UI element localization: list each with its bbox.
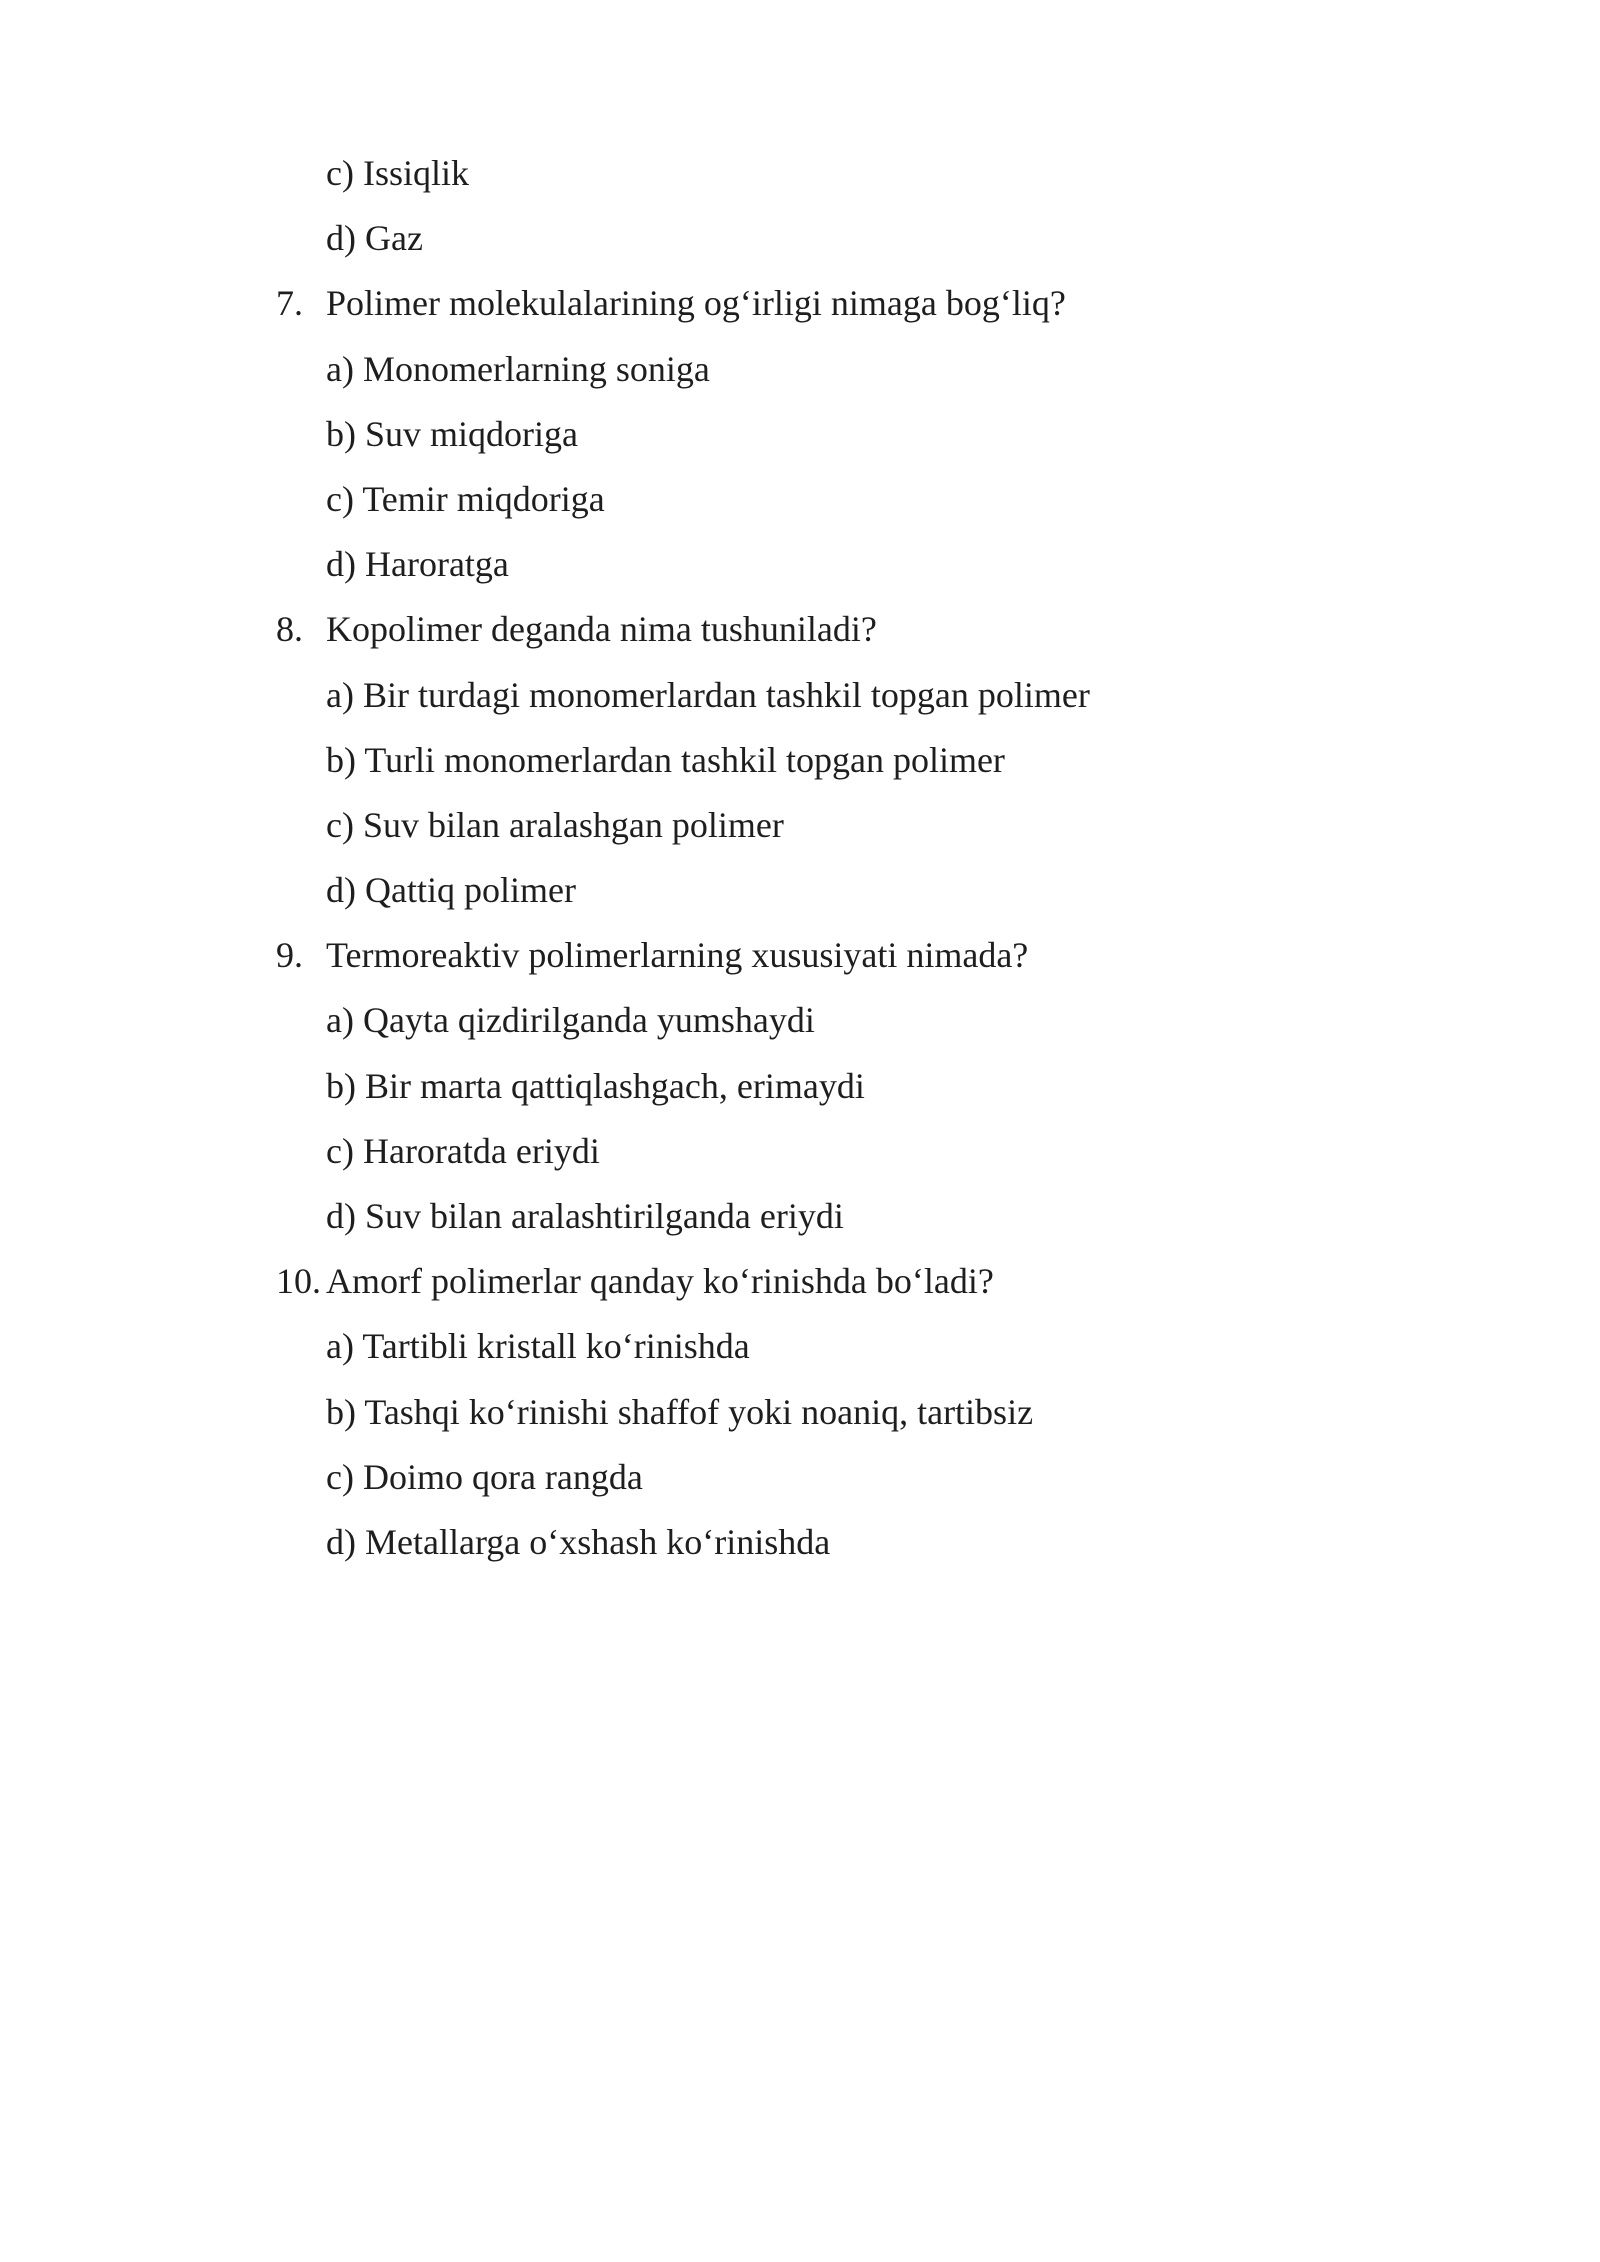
question-9 xyxy=(0,932,1600,997)
answer-option xyxy=(0,1454,1600,1519)
option-text: b) Bir marta qattiqlashgach, erimaydi xyxy=(326,1065,865,1106)
answer-option xyxy=(0,1193,1600,1258)
answer-option xyxy=(0,1389,1600,1454)
answer-option xyxy=(0,541,1600,606)
question-text: Kopolimer deganda nima tushuniladi? xyxy=(326,609,877,650)
option-text: a) Bir turdagi monomerlardan tashkil topgan polimer xyxy=(326,674,1090,715)
answer-option xyxy=(0,150,1600,215)
answer-option xyxy=(0,411,1600,476)
answer-option xyxy=(0,215,1600,280)
option-text: c) Issiqlik xyxy=(326,153,469,193)
answer-option xyxy=(0,1519,1600,1584)
answer-option xyxy=(0,346,1600,411)
question-text: Amorf polimerlar qanday ko‘rinishda bo‘ladi? xyxy=(326,1261,994,1302)
quiz-content xyxy=(0,150,1600,1584)
option-text: b) Tashqi ko‘rinishi shaffof yoki noaniq, tartibsiz xyxy=(326,1391,1034,1432)
answer-option xyxy=(0,1128,1600,1193)
option-text: c) Suv bilan aralashgan polimer xyxy=(326,804,784,845)
question-number: 10. xyxy=(276,1261,321,1302)
option-text: d) Qattiq polimer xyxy=(326,870,576,911)
question-text: Polimer molekulalarining og‘irligi nimaga bog‘liq? xyxy=(326,283,1066,324)
answer-option xyxy=(0,737,1600,802)
option-text: d) Gaz xyxy=(326,218,423,259)
question-10 xyxy=(0,1258,1600,1323)
option-text: b) Suv miqdoriga xyxy=(326,413,578,454)
answer-option xyxy=(0,867,1600,932)
option-text: b) Turli monomerlardan tashkil topgan polimer xyxy=(326,739,1005,780)
answer-option xyxy=(0,1063,1600,1128)
answer-option xyxy=(0,997,1600,1062)
option-text: a) Monomerlarning soniga xyxy=(326,348,710,389)
question-8 xyxy=(0,606,1600,671)
option-text: c) Doimo qora rangda xyxy=(326,1456,643,1497)
answer-option xyxy=(0,802,1600,867)
answer-option xyxy=(0,672,1600,737)
question-number: 7. xyxy=(276,283,303,324)
option-text: a) Tartibli kristall ko‘rinishda xyxy=(326,1326,750,1367)
answer-option xyxy=(0,476,1600,541)
option-text: d) Metallarga o‘xshash ko‘rinishda xyxy=(326,1521,831,1562)
option-text: a) Qayta qizdirilganda yumshaydi xyxy=(326,1000,815,1041)
option-text: d) Haroratga xyxy=(326,544,509,585)
option-text: c) Temir miqdoriga xyxy=(326,478,605,519)
question-number: 9. xyxy=(276,935,303,976)
question-number: 8. xyxy=(276,609,303,650)
question-text: Termoreaktiv polimerlarning xususiyati nimada? xyxy=(326,935,1029,976)
option-text: d) Suv bilan aralashtirilganda eriydi xyxy=(326,1196,844,1236)
answer-option xyxy=(0,1323,1600,1388)
question-7 xyxy=(0,280,1600,345)
option-text: c) Haroratda eriydi xyxy=(326,1130,600,1171)
